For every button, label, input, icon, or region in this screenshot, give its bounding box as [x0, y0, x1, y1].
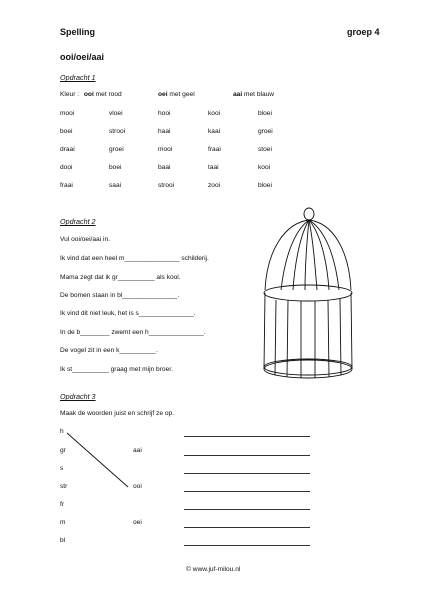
word-cell: dooi [60, 164, 73, 171]
word-cell: kooi [258, 164, 271, 171]
sentence: In de b________ zwemt een h_______________. [60, 329, 206, 336]
left-syllable: h [60, 428, 64, 435]
key-aai-group [233, 91, 274, 98]
answer-line[interactable] [184, 455, 310, 456]
right-ending: ooi [133, 483, 142, 490]
answer-line[interactable] [184, 527, 310, 528]
left-syllable: s [60, 465, 64, 472]
answer-line[interactable] [184, 509, 310, 510]
word-cell: zooi [208, 182, 221, 189]
color-instruction [60, 91, 122, 98]
birdcage-illustration [245, 205, 385, 385]
left-syllable: fr [60, 501, 65, 508]
key-ooi: ooi [83, 91, 94, 98]
word-cell: boei [109, 164, 122, 171]
word-cell: saai [109, 182, 122, 189]
word-cell: bloei [258, 110, 272, 117]
word-cell: kaai [208, 128, 221, 135]
word-cell: haai [158, 128, 171, 135]
word-cell: strooi [158, 182, 175, 189]
answer-line[interactable] [184, 436, 310, 437]
opdracht2-instruction: Vul ooi/oei/aai in. [60, 236, 110, 243]
word-cell: strooi [109, 128, 126, 135]
left-syllable: bl [60, 537, 66, 544]
sentence: Ik vind dit niet leuk, het is s_______________. [60, 310, 196, 317]
answer-line[interactable] [184, 473, 310, 474]
word-cell: bloei [258, 182, 272, 189]
sentence: De bomen staan in bl_______________. [60, 292, 180, 299]
word-cell: mooi [60, 110, 75, 117]
opdracht3-instruction: Maak de woorden juist en schrijf ze op. [60, 410, 174, 417]
subject-title: Spelling [60, 27, 96, 37]
word-cell: stoei [258, 146, 272, 153]
key-oei-group [158, 91, 195, 98]
answer-line[interactable] [184, 545, 310, 546]
topic-title: ooi/oei/aai [60, 52, 105, 62]
word-cell: kooi [208, 110, 221, 117]
sentence: Ik vind dat een heel m_______________ schilderij. [60, 255, 209, 262]
word-cell: mooi [158, 146, 173, 153]
instruction-prefix: Kleur : [60, 91, 80, 98]
opdracht1-title: Opdracht 1 [60, 73, 96, 82]
word-cell: baai [158, 164, 171, 171]
opdracht2-title: Opdracht 2 [60, 217, 96, 226]
word-cell: groei [258, 128, 273, 135]
right-ending: aai [133, 447, 142, 454]
word-cell: boei [60, 128, 73, 135]
word-cell: fraai [60, 182, 73, 189]
left-syllable: m [60, 519, 66, 526]
key-oei-desc: met geel [167, 91, 195, 98]
example-connector-line [60, 425, 140, 495]
key-aai: aai [233, 91, 243, 98]
group-label: groep 4 [347, 27, 380, 37]
right-ending: oei [133, 519, 142, 526]
sentence: Mama zegt dat ik gr__________ als kool. [60, 274, 181, 281]
word-cell: hooi [158, 110, 171, 117]
word-cell: vloei [109, 110, 123, 117]
word-cell: taai [208, 164, 219, 171]
key-ooi-desc: met rood [93, 91, 122, 98]
key-aai-desc: met blauw [242, 91, 275, 98]
word-cell: draai [60, 146, 75, 153]
word-cell: fraai [208, 146, 221, 153]
key-oei: oei [158, 91, 168, 98]
footer-copyright: © www.juf-milou.nl [186, 566, 241, 573]
left-syllable: gr [60, 447, 66, 454]
sentence: De vogel zit in een k__________. [60, 347, 158, 354]
answer-line[interactable] [184, 491, 310, 492]
opdracht3-title: Opdracht 3 [60, 392, 96, 401]
sentence: Ik st__________ graag met mijn broer. [60, 366, 173, 373]
word-cell: groei [109, 146, 124, 153]
left-syllable: str [60, 483, 68, 490]
